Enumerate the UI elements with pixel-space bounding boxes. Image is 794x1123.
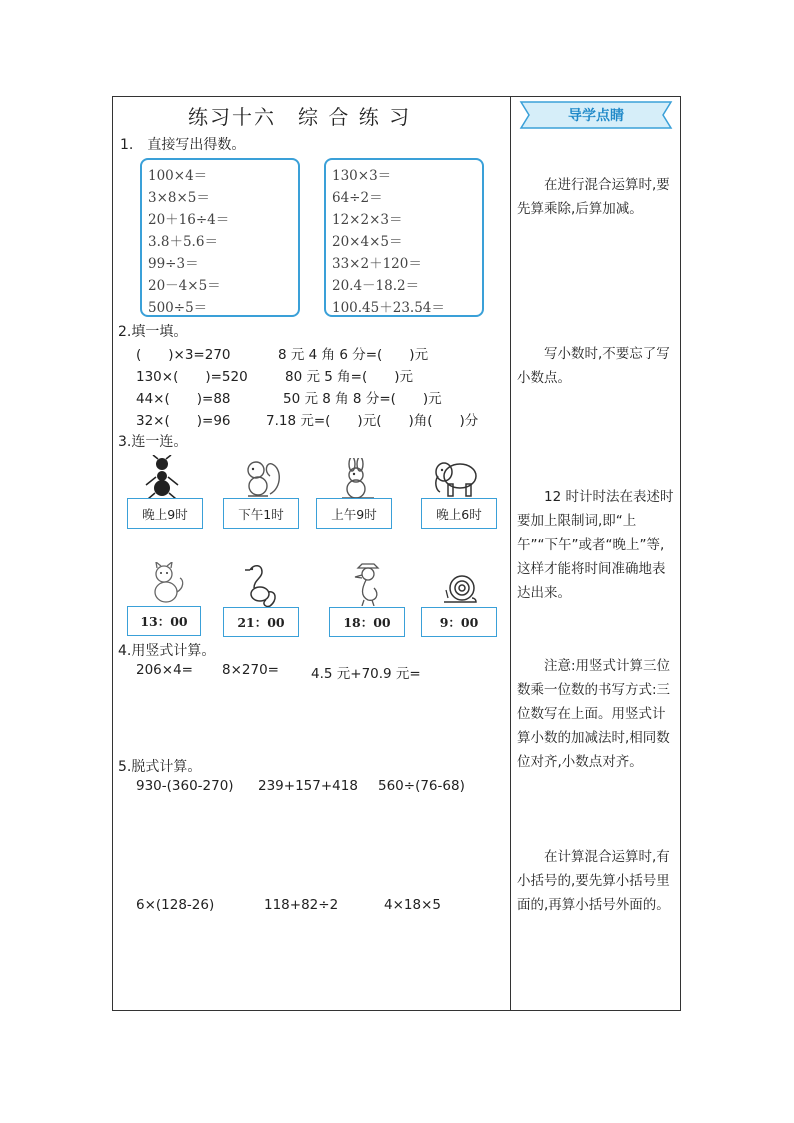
fill-blank-item: 32×( )=96 (136, 413, 231, 429)
column-divider (510, 96, 511, 1011)
time-label-top[interactable]: 上午9时 (316, 498, 392, 529)
section3-heading: 3.连一连。 (118, 434, 188, 450)
page-title: 练习十六 综 合 练 习 (188, 105, 412, 129)
snail-icon (442, 572, 478, 606)
math-item: 20.4－18.2＝ (332, 278, 420, 294)
stepwise-calc-item: 560÷(76-68) (378, 778, 465, 794)
math-item: 20＋16÷4＝ (148, 212, 230, 228)
time-label-top[interactable]: 下午1时 (223, 498, 299, 529)
mental-math-box-left (140, 158, 300, 317)
math-item: 20×4×5＝ (332, 234, 403, 250)
time-label-bottom[interactable]: 21：00 (223, 607, 299, 637)
math-item: 64÷2＝ (332, 190, 383, 206)
fill-blank-item: 8 元 4 角 6 分=( )元 (278, 347, 429, 363)
fill-blank-item: 44×( )=88 (136, 391, 231, 407)
vertical-calc-item: 206×4= (136, 662, 193, 678)
fill-blank-item: 50 元 8 角 8 分=( )元 (283, 391, 442, 407)
math-item: 99÷3＝ (148, 256, 199, 272)
math-item: 3.8＋5.6＝ (148, 234, 218, 250)
section1-heading: 1. 直接写出得数。 (120, 137, 246, 153)
math-item: 100.45＋23.54＝ (332, 300, 445, 316)
time-label-bottom[interactable]: 9：00 (421, 607, 497, 637)
time-label-bottom[interactable]: 13：00 (127, 606, 201, 636)
cat-icon (146, 562, 186, 606)
duck-icon (352, 562, 386, 606)
guide-note: 在进行混合运算时,要先算乘除,后算加减。 (517, 177, 670, 217)
fill-blank-item: 80 元 5 角=( )元 (285, 369, 413, 385)
section4-heading: 4.用竖式计算。 (118, 643, 216, 659)
fill-blank-item: 130×( )=520 (136, 369, 248, 385)
time-label-bottom[interactable]: 18：00 (329, 607, 405, 637)
stepwise-calc-item: 4×18×5 (384, 897, 441, 913)
squirrel-icon (240, 458, 282, 498)
math-item: 12×2×3＝ (332, 212, 403, 228)
math-item: 500÷5＝ (148, 300, 208, 316)
math-item: 20－4×5＝ (148, 278, 221, 294)
guide-header-label: 导学点睛 (568, 108, 624, 124)
time-label-top[interactable]: 晚上9时 (127, 498, 203, 529)
math-item: 130×3＝ (332, 168, 392, 184)
rabbit-icon (338, 458, 378, 500)
guide-header (517, 100, 675, 130)
elephant-icon (432, 458, 480, 498)
stepwise-calc-item: 118+82÷2 (264, 897, 339, 913)
math-item: 3×8×5＝ (148, 190, 210, 206)
section2-heading: 2.填一填。 (118, 324, 188, 340)
guide-note: 注意:用竖式计算三位数乘一位数的书写方式:三位数写在上面。用竖式计算小数的加减法时,相同数位对齐,小数点对齐。 (517, 658, 671, 770)
guide-note: 12 时计时法在表述时要加上限制词,即“上午”“下午”或者“晚上”等,这样才能将时间准确地表达出来。 (517, 489, 674, 601)
guide-note: 在计算混合运算时,有小括号的,要先算小括号里面的,再算小括号外面的。 (517, 849, 670, 913)
fill-blank-item: 7.18 元=( )元( )角( )分 (266, 413, 479, 429)
stepwise-calc-item: 239+157+418 (258, 778, 358, 794)
math-item: 100×4＝ (148, 168, 208, 184)
fill-blank-item: ( )×3=270 (136, 347, 231, 363)
section5-heading: 5.脱式计算。 (118, 759, 202, 775)
vertical-calc-item: 4.5 元+70.9 元= (311, 666, 421, 682)
peacock-icon (240, 562, 280, 608)
time-label-top[interactable]: 晚上6时 (421, 498, 497, 529)
vertical-calc-item: 8×270= (222, 662, 279, 678)
ant-icon (142, 455, 182, 499)
mental-math-box-right (324, 158, 484, 317)
stepwise-calc-item: 6×(128-26) (136, 897, 215, 913)
guide-note: 写小数时,不要忘了写小数点。 (517, 346, 670, 386)
stepwise-calc-item: 930-(360-270) (136, 778, 234, 794)
math-item: 33×2＋120＝ (332, 256, 422, 272)
